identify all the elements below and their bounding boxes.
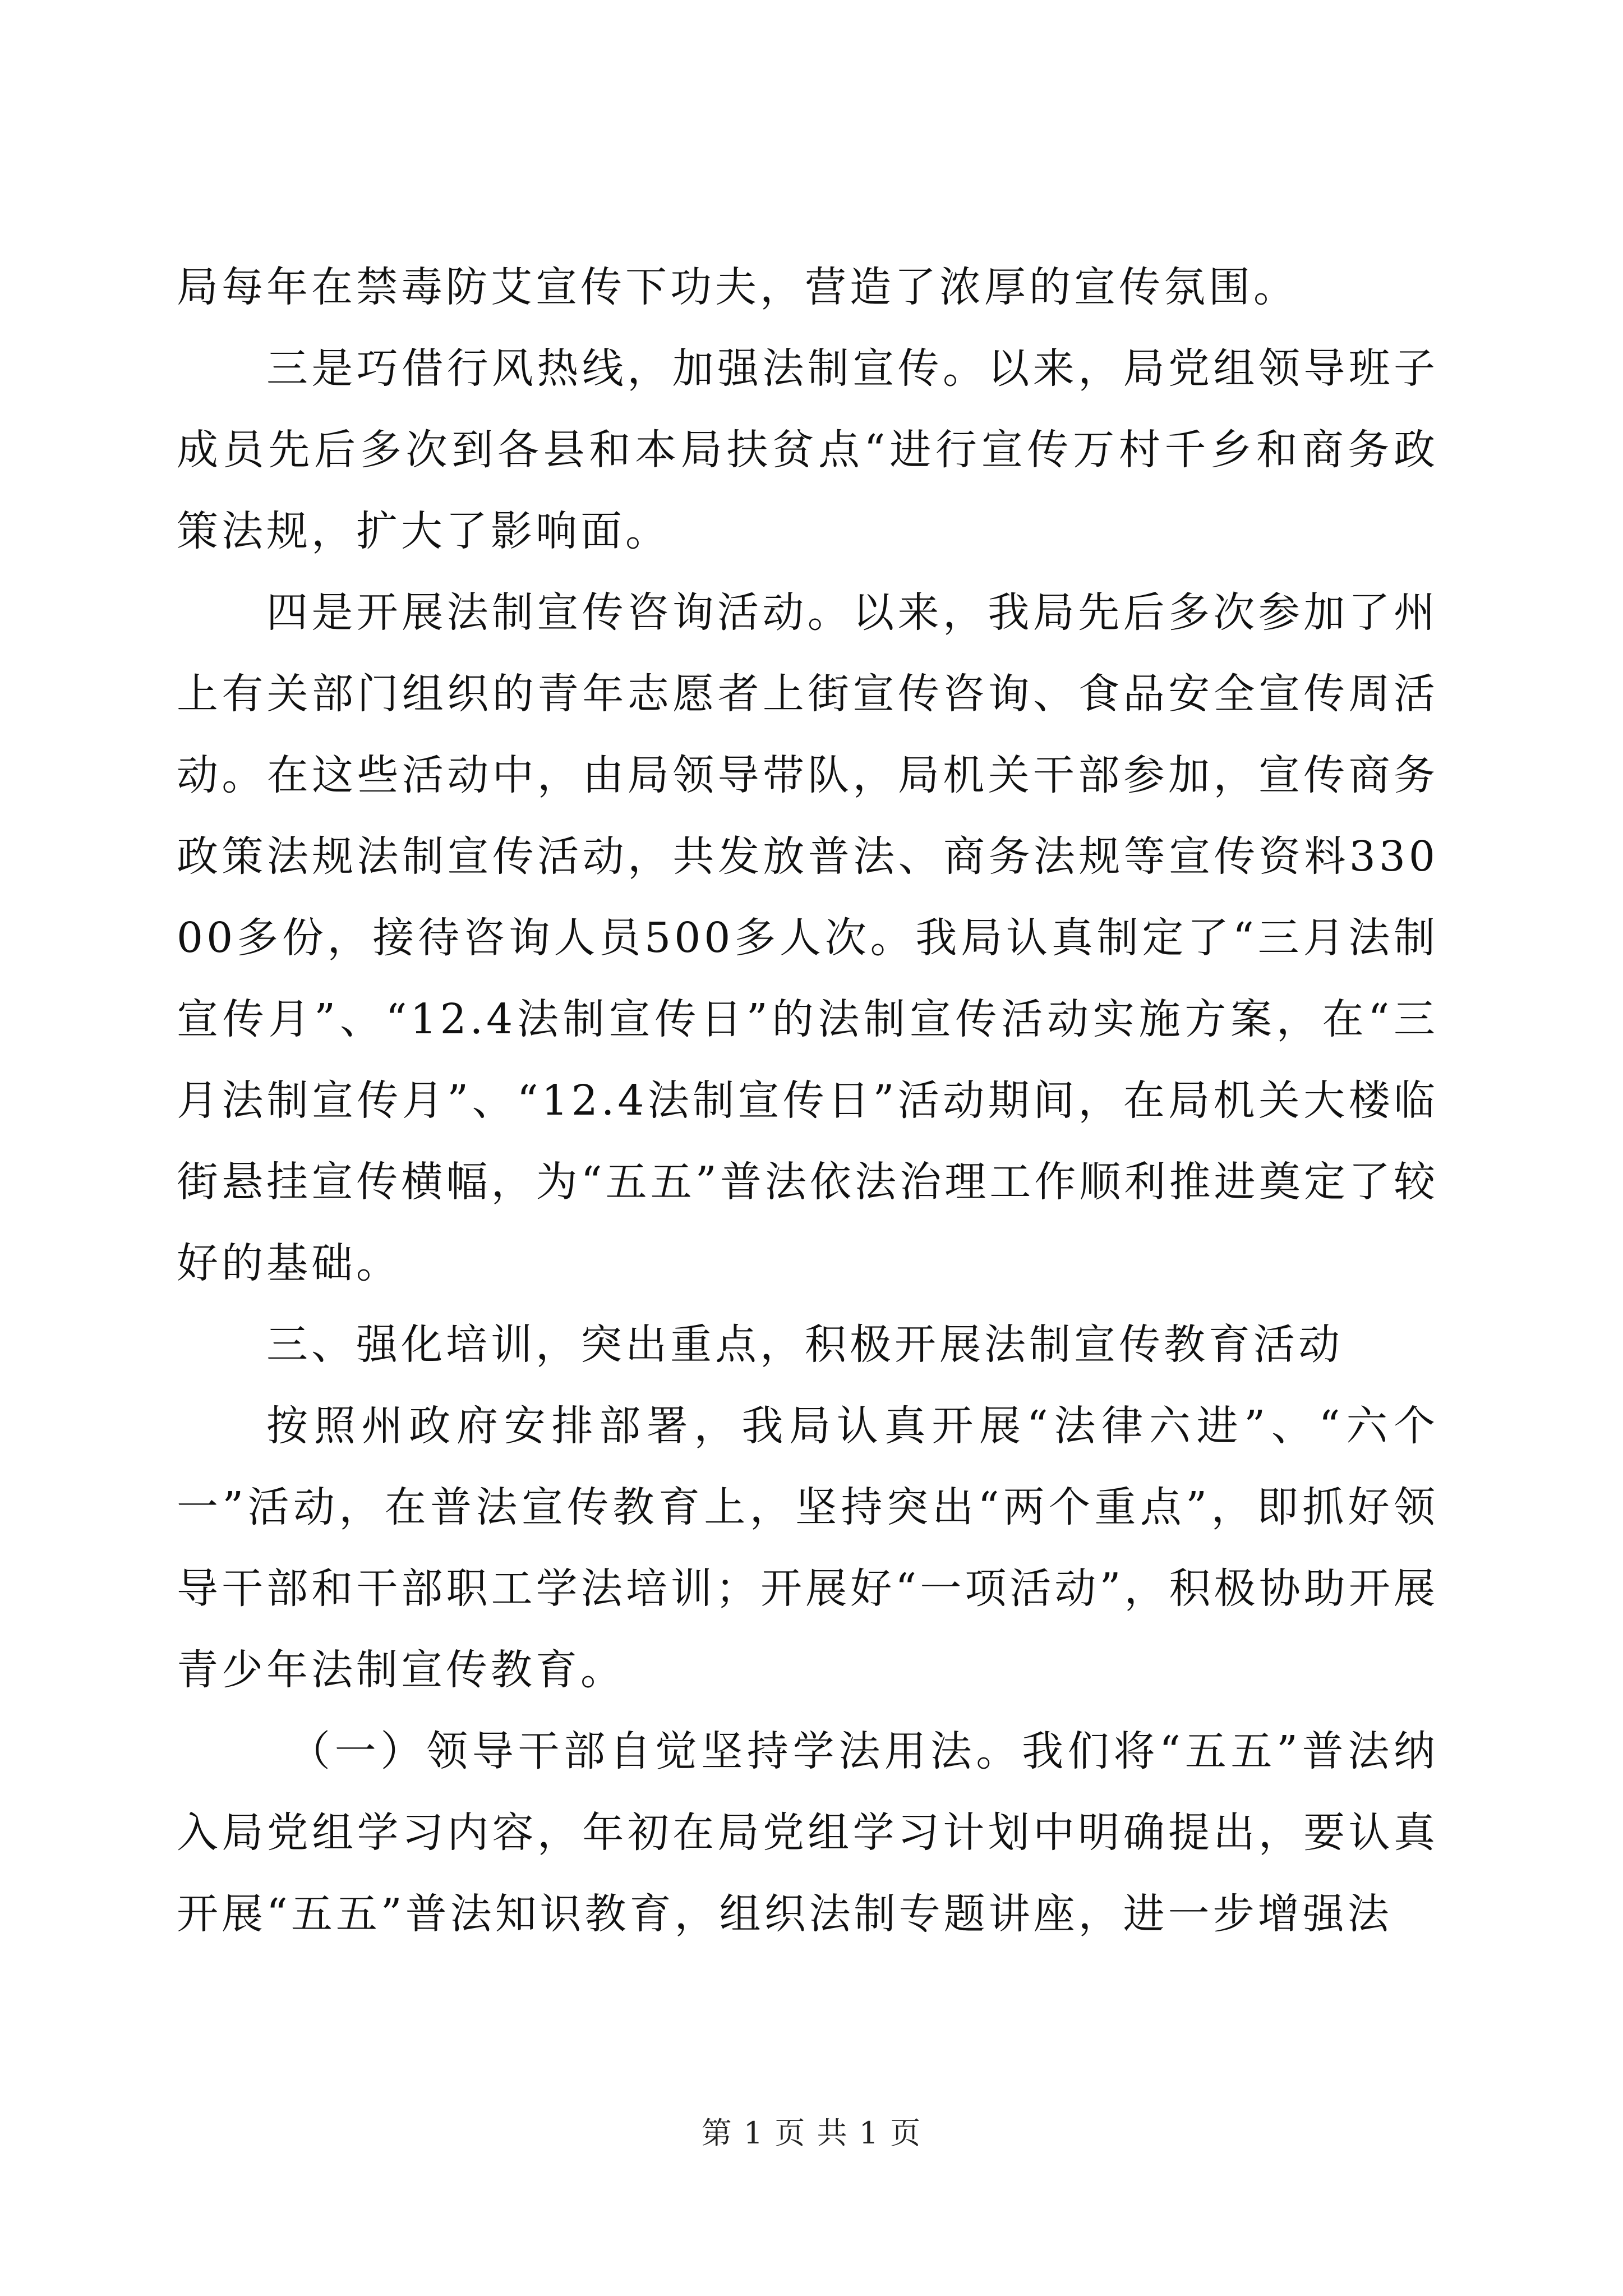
paragraph-2: 三是巧借行风热线，加强法制宣传。以来，局党组领导班子成员先后多次到各县和本局扶贫点“进行宣传万村千乡和商务政策法规，扩大了影响面。: [177, 344, 1438, 555]
paragraph-5: （一）领导干部自觉坚持学法用法。我们将“五五”普法纳入局党组学习内容，年初在局党组学习计划中明确提出，要认真开展“五五”普法知识教育，组织法制专题讲座，进一步增强法: [177, 1727, 1438, 1938]
section-heading: 三、强化培训，突出重点，积极开展法制宣传教育活动: [266, 1320, 1343, 1369]
page-footer: 第 1 页 共 1 页: [701, 2115, 922, 2151]
paragraph-1: 局每年在禁毒防艾宣传下功夫，营造了浓厚的宣传氛围。: [177, 263, 1298, 311]
paragraph-3: 四是开展法制宣传咨询活动。以来，我局先后多次参加了州上有关部门组织的青年志愿者上街宣传咨询、食品安全宣传周活动。在这些活动中，由局领导带队，局机关干部参加，宣传商务政策法规法制宣传活动，共发放普法、商务法规等宣传资料33000多份，接待咨询人员500多人次。我局认真制定了“三月法制宣传月”、“12.4法制宣传日”的法制宣传活动实施方案，在“三月法制宣传月”、“12.4法制宣传日”活动期间，在局机关大楼临街悬挂宣传横幅，为“五五”普法依法治理工作顺利推进奠定了较好的基础。: [177, 588, 1438, 1287]
paragraph-4: 按照州政府安排部署，我局认真开展“法律六进”、“六个一”活动，在普法宣传教育上，坚持突出“两个重点”，即抓好领导干部和干部职工学法培训；开展好“一项活动”，积极协助开展青少年法制宣传教育。: [177, 1402, 1438, 1694]
document-body: [177, 247, 1438, 1955]
